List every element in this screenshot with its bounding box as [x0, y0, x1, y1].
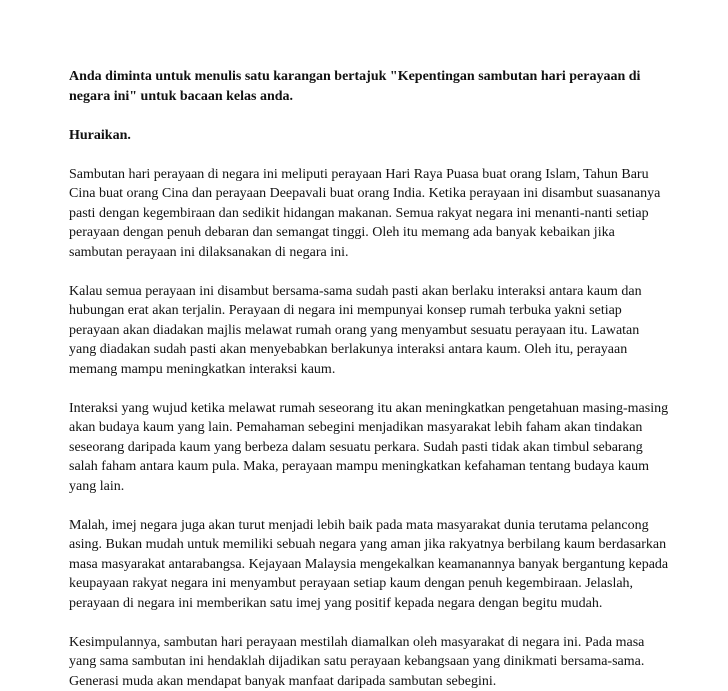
document-body — [69, 67, 669, 691]
paragraph: Malah, imej negara juga akan turut menjadi lebih baik pada mata masyarakat dunia terutama pelancong asing. Bukan mudah untuk memiliki sebuah negara yang aman jika rakyatnya berbilang kaum berdasarkan masa masyarakat antarabangsa. Kejayaan Malaysia mengekalkan keamanannya banyak bergantung kepada keupayaan rakyat negara ini menyambut perayaan setiap kaum dengan penuh kegembiraan. Jelaslah, perayaan di negara ini memberikan satu imej yang positif kepada negara dengan begitu mudah. — [69, 516, 669, 614]
paragraph: Sambutan hari perayaan di negara ini meliputi perayaan Hari Raya Puasa buat orang Islam, Tahun Baru Cina buat orang Cina dan perayaan Deepavali buat orang India. Ketika perayaan ini disambut suasananya pasti dengan kegembiraan dan sedikit hidangan makanan. Semua rakyat negara ini menanti-nanti setiap perayaan dengan penuh debaran dan semangat tinggi. Oleh itu memang ada banyak kebaikan jika sambutan perayaan ini dilaksanakan di negara ini. — [69, 165, 669, 263]
essay-instruction: Huraikan. — [69, 126, 669, 146]
paragraph: Kalau semua perayaan ini disambut bersama-sama sudah pasti akan berlaku interaksi antara kaum dan hubungan erat akan terjalin. Perayaan di negara ini mempunyai konsep rumah terbuka yakni setiap perayaan akan diadakan majlis melawat rumah orang yang menyambut sesuatu perayaan itu. Lawatan yang diadakan sudah pasti akan menyebabkan berlakunya interaksi antara kaum. Oleh itu, perayaan memang mampu meningkatkan interaksi kaum. — [69, 282, 669, 380]
paragraph: Kesimpulannya, sambutan hari perayaan mestilah diamalkan oleh masyarakat di negara ini. Pada masa yang sama sambutan ini hendaklah dijadikan satu perayaan kebangsaan yang dinikmati bersama-sama. Generasi muda akan mendapat banyak manfaat daripada sambutan sebegini. — [69, 633, 669, 691]
paragraph: Interaksi yang wujud ketika melawat rumah seseorang itu akan meningkatkan pengetahuan masing-masing akan budaya kaum yang lain. Pemahaman sebegini menjadikan masyarakat lebih faham akan tindakan seseorang daripada kaum yang berbeza dalam sesuatu perkara. Sudah pasti tidak akan timbul sebarang salah faham antara kaum pula. Maka, perayaan mampu meningkatkan kefahaman tentang budaya kaum yang lain. — [69, 399, 669, 497]
essay-question: Anda diminta untuk menulis satu karangan bertajuk "Kepentingan sambutan hari perayaan di negara ini" untuk bacaan kelas anda. — [69, 67, 669, 106]
